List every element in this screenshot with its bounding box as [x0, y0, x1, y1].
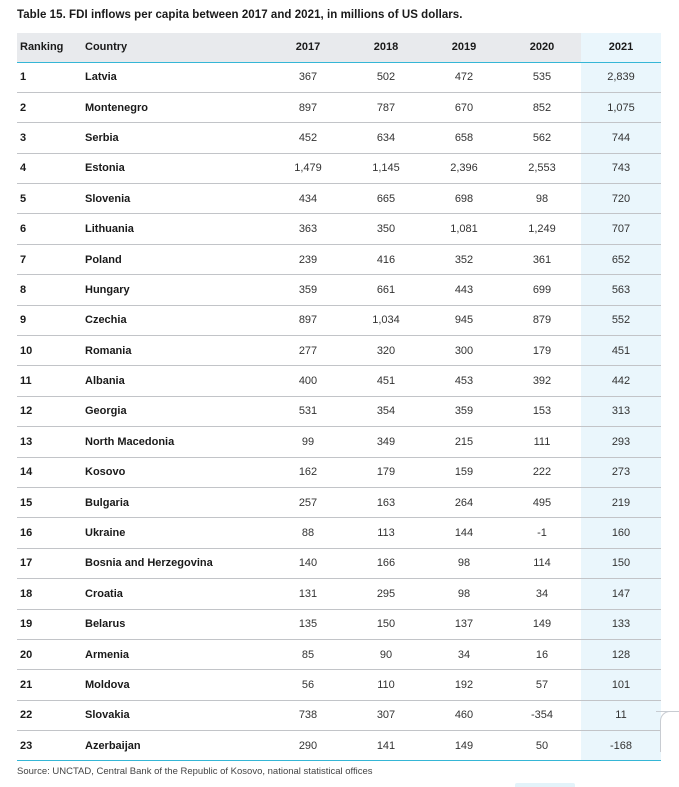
cell-ranking: 19 — [17, 609, 80, 639]
cell-value-2017: 239 — [269, 244, 347, 274]
cell-value-2020: 111 — [503, 427, 581, 457]
cell-value-2018: 166 — [347, 548, 425, 578]
cell-value-2021: 273 — [581, 457, 661, 487]
header-year-2021: 2021 — [581, 33, 661, 62]
table-header — [17, 33, 661, 62]
cell-value-2019: 698 — [425, 184, 503, 214]
table-row — [17, 275, 661, 305]
cell-ranking: 13 — [17, 427, 80, 457]
cell-value-2017: 88 — [269, 518, 347, 548]
cell-value-2021: 563 — [581, 275, 661, 305]
table-row — [17, 731, 661, 761]
cell-country: Belarus — [80, 609, 269, 639]
cell-value-2018: 320 — [347, 336, 425, 366]
cell-value-2018: 451 — [347, 366, 425, 396]
cell-value-2020: 16 — [503, 639, 581, 669]
table-row — [17, 427, 661, 457]
cell-value-2020: 1,249 — [503, 214, 581, 244]
cell-value-2019: 159 — [425, 457, 503, 487]
cell-country: Romania — [80, 336, 269, 366]
cell-ranking: 20 — [17, 639, 80, 669]
cell-value-2019: 34 — [425, 639, 503, 669]
cell-country: Albania — [80, 366, 269, 396]
table-row — [17, 579, 661, 609]
cell-value-2019: 945 — [425, 305, 503, 335]
cell-value-2020: 149 — [503, 609, 581, 639]
cell-country: Armenia — [80, 639, 269, 669]
cell-country: Bulgaria — [80, 487, 269, 517]
cell-value-2018: 665 — [347, 184, 425, 214]
cell-country: Poland — [80, 244, 269, 274]
cell-value-2019: 443 — [425, 275, 503, 305]
cell-value-2019: 453 — [425, 366, 503, 396]
cell-ranking: 7 — [17, 244, 80, 274]
cell-value-2018: 163 — [347, 487, 425, 517]
cell-value-2019: 300 — [425, 336, 503, 366]
cell-country: Bosnia and Herzegovina — [80, 548, 269, 578]
header-row — [17, 33, 661, 62]
cell-ranking: 6 — [17, 214, 80, 244]
cell-ranking: 14 — [17, 457, 80, 487]
cell-value-2019: 359 — [425, 396, 503, 426]
cell-ranking: 21 — [17, 670, 80, 700]
cell-value-2017: 99 — [269, 427, 347, 457]
table-row — [17, 305, 661, 335]
decorative-shape — [515, 783, 575, 787]
cell-value-2018: 110 — [347, 670, 425, 700]
cell-value-2021: 744 — [581, 123, 661, 153]
cell-value-2018: 634 — [347, 123, 425, 153]
table-row — [17, 184, 661, 214]
cell-ranking: 23 — [17, 731, 80, 761]
cell-value-2017: 452 — [269, 123, 347, 153]
cell-value-2019: 460 — [425, 700, 503, 730]
cell-value-2020: -354 — [503, 700, 581, 730]
cell-value-2021: 743 — [581, 153, 661, 183]
cell-value-2019: 144 — [425, 518, 503, 548]
cell-ranking: 15 — [17, 487, 80, 517]
cell-value-2017: 277 — [269, 336, 347, 366]
cell-ranking: 3 — [17, 123, 80, 153]
decorative-arc — [660, 711, 679, 752]
cell-value-2020: 153 — [503, 396, 581, 426]
cell-country: Azerbaijan — [80, 731, 269, 761]
table-row — [17, 639, 661, 669]
cell-value-2017: 363 — [269, 214, 347, 244]
cell-value-2018: 661 — [347, 275, 425, 305]
cell-value-2020: 98 — [503, 184, 581, 214]
cell-value-2017: 162 — [269, 457, 347, 487]
cell-ranking: 1 — [17, 62, 80, 92]
cell-value-2020: 114 — [503, 548, 581, 578]
cell-value-2021: 293 — [581, 427, 661, 457]
cell-value-2018: 90 — [347, 639, 425, 669]
cell-value-2021: 101 — [581, 670, 661, 700]
header-country: Country — [80, 33, 269, 62]
cell-country: Ukraine — [80, 518, 269, 548]
cell-value-2021: 552 — [581, 305, 661, 335]
cell-country: Estonia — [80, 153, 269, 183]
cell-country: Moldova — [80, 670, 269, 700]
cell-value-2017: 367 — [269, 62, 347, 92]
fdi-table — [17, 33, 661, 761]
cell-value-2020: 562 — [503, 123, 581, 153]
cell-value-2017: 738 — [269, 700, 347, 730]
cell-country: Montenegro — [80, 92, 269, 122]
cell-value-2017: 131 — [269, 579, 347, 609]
cell-value-2019: 352 — [425, 244, 503, 274]
cell-value-2018: 113 — [347, 518, 425, 548]
cell-country: Slovakia — [80, 700, 269, 730]
cell-value-2021: 442 — [581, 366, 661, 396]
cell-value-2021: 1,075 — [581, 92, 661, 122]
header-year-2018: 2018 — [347, 33, 425, 62]
header-year-2020: 2020 — [503, 33, 581, 62]
cell-value-2021: 150 — [581, 548, 661, 578]
cell-value-2020: 361 — [503, 244, 581, 274]
cell-value-2021: 11 — [581, 700, 661, 730]
cell-country: North Macedonia — [80, 427, 269, 457]
table-row — [17, 92, 661, 122]
cell-value-2020: 879 — [503, 305, 581, 335]
table-row — [17, 548, 661, 578]
cell-value-2021: 2,839 — [581, 62, 661, 92]
cell-value-2020: 699 — [503, 275, 581, 305]
cell-value-2020: 57 — [503, 670, 581, 700]
cell-value-2019: 149 — [425, 731, 503, 761]
cell-ranking: 22 — [17, 700, 80, 730]
cell-value-2018: 416 — [347, 244, 425, 274]
fdi-table-container — [17, 33, 656, 761]
cell-value-2021: 652 — [581, 244, 661, 274]
cell-value-2018: 502 — [347, 62, 425, 92]
cell-ranking: 4 — [17, 153, 80, 183]
cell-value-2019: 472 — [425, 62, 503, 92]
table-body — [17, 62, 661, 761]
source-note: Source: UNCTAD, Central Bank of the Republic of Kosovo, national statistical offices — [17, 766, 373, 777]
table-row — [17, 366, 661, 396]
cell-country: Latvia — [80, 62, 269, 92]
table-row — [17, 700, 661, 730]
cell-value-2019: 658 — [425, 123, 503, 153]
cell-ranking: 2 — [17, 92, 80, 122]
cell-country: Croatia — [80, 579, 269, 609]
cell-value-2020: 852 — [503, 92, 581, 122]
cell-value-2019: 137 — [425, 609, 503, 639]
cell-value-2021: 313 — [581, 396, 661, 426]
cell-value-2019: 264 — [425, 487, 503, 517]
table-row — [17, 153, 661, 183]
table-row — [17, 336, 661, 366]
cell-value-2017: 897 — [269, 92, 347, 122]
table-row — [17, 214, 661, 244]
cell-value-2019: 192 — [425, 670, 503, 700]
cell-ranking: 12 — [17, 396, 80, 426]
cell-value-2019: 98 — [425, 579, 503, 609]
cell-value-2017: 135 — [269, 609, 347, 639]
cell-country: Czechia — [80, 305, 269, 335]
cell-country: Hungary — [80, 275, 269, 305]
cell-value-2021: 451 — [581, 336, 661, 366]
table-row — [17, 670, 661, 700]
cell-value-2021: 219 — [581, 487, 661, 517]
cell-value-2021: 147 — [581, 579, 661, 609]
cell-country: Serbia — [80, 123, 269, 153]
cell-ranking: 18 — [17, 579, 80, 609]
cell-value-2017: 85 — [269, 639, 347, 669]
cell-value-2018: 787 — [347, 92, 425, 122]
cell-value-2018: 349 — [347, 427, 425, 457]
cell-value-2021: 707 — [581, 214, 661, 244]
cell-value-2019: 215 — [425, 427, 503, 457]
table-row — [17, 62, 661, 92]
cell-country: Slovenia — [80, 184, 269, 214]
cell-value-2020: 495 — [503, 487, 581, 517]
cell-value-2020: 2,553 — [503, 153, 581, 183]
cell-value-2017: 56 — [269, 670, 347, 700]
cell-value-2020: 34 — [503, 579, 581, 609]
cell-value-2018: 350 — [347, 214, 425, 244]
cell-value-2020: -1 — [503, 518, 581, 548]
cell-value-2020: 392 — [503, 366, 581, 396]
cell-value-2017: 290 — [269, 731, 347, 761]
table-row — [17, 518, 661, 548]
cell-value-2020: 222 — [503, 457, 581, 487]
cell-value-2018: 179 — [347, 457, 425, 487]
cell-value-2018: 354 — [347, 396, 425, 426]
cell-value-2019: 98 — [425, 548, 503, 578]
table-row — [17, 123, 661, 153]
cell-value-2017: 359 — [269, 275, 347, 305]
cell-value-2021: 128 — [581, 639, 661, 669]
table-row — [17, 396, 661, 426]
cell-value-2018: 150 — [347, 609, 425, 639]
cell-value-2021: 160 — [581, 518, 661, 548]
table-row — [17, 457, 661, 487]
cell-value-2018: 295 — [347, 579, 425, 609]
table-row — [17, 487, 661, 517]
cell-value-2017: 1,479 — [269, 153, 347, 183]
cell-value-2020: 179 — [503, 336, 581, 366]
cell-ranking: 11 — [17, 366, 80, 396]
table-row — [17, 244, 661, 274]
cell-value-2020: 535 — [503, 62, 581, 92]
table-title: Table 15. FDI inflows per capita between 2017 and 2021, in millions of US dollars. — [17, 9, 463, 21]
cell-value-2021: -168 — [581, 731, 661, 761]
cell-value-2020: 50 — [503, 731, 581, 761]
cell-value-2021: 133 — [581, 609, 661, 639]
header-year-2017: 2017 — [269, 33, 347, 62]
cell-country: Kosovo — [80, 457, 269, 487]
cell-value-2017: 257 — [269, 487, 347, 517]
header-year-2019: 2019 — [425, 33, 503, 62]
cell-ranking: 10 — [17, 336, 80, 366]
cell-ranking: 5 — [17, 184, 80, 214]
cell-value-2017: 400 — [269, 366, 347, 396]
cell-country: Georgia — [80, 396, 269, 426]
cell-country: Lithuania — [80, 214, 269, 244]
cell-value-2018: 141 — [347, 731, 425, 761]
cell-value-2017: 531 — [269, 396, 347, 426]
cell-value-2017: 897 — [269, 305, 347, 335]
cell-value-2019: 1,081 — [425, 214, 503, 244]
cell-value-2018: 1,145 — [347, 153, 425, 183]
cell-ranking: 17 — [17, 548, 80, 578]
cell-ranking: 16 — [17, 518, 80, 548]
cell-value-2017: 434 — [269, 184, 347, 214]
table-row — [17, 609, 661, 639]
cell-value-2018: 307 — [347, 700, 425, 730]
cell-ranking: 8 — [17, 275, 80, 305]
cell-ranking: 9 — [17, 305, 80, 335]
cell-value-2017: 140 — [269, 548, 347, 578]
cell-value-2018: 1,034 — [347, 305, 425, 335]
cell-value-2019: 2,396 — [425, 153, 503, 183]
header-ranking: Ranking — [17, 33, 80, 62]
cell-value-2019: 670 — [425, 92, 503, 122]
cell-value-2021: 720 — [581, 184, 661, 214]
